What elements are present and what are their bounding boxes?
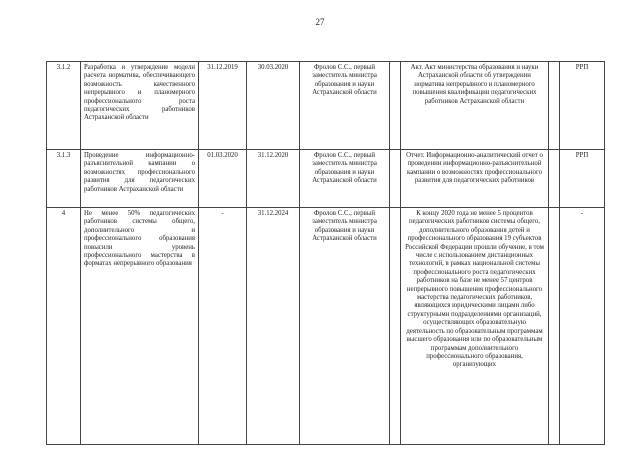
- plan-table: [46, 61, 605, 445]
- empty-cell: [390, 62, 401, 150]
- item-number: 3.1.3: [47, 150, 81, 208]
- start-date: -: [199, 208, 247, 445]
- table-row: [47, 150, 605, 208]
- page-number: 27: [315, 17, 325, 27]
- empty-cell: [549, 62, 560, 150]
- responsible: Фролов С.С., первый заместитель министра образования и науки Астраханской области: [300, 62, 390, 150]
- empty-cell: [549, 208, 560, 445]
- item-description: Разработка и утверждение модели расчета норматива, обеспечивающего возможность качественного непрерывного и планомерного профессионального роста педагогических работников Астраханской области: [81, 62, 199, 150]
- start-date: 31.12.2019: [199, 62, 247, 150]
- end-date: 31.12.2020: [247, 150, 300, 208]
- result: Акт. Акт министерства образования и науки Астраханской области об утверждении норматива непрерывного и планомерного повышения квалификации педагогических работников Астраханской области: [401, 62, 549, 150]
- end-date: 31.12.2024: [247, 208, 300, 445]
- table-row: [47, 62, 605, 150]
- start-date: 01.03.2020: [199, 150, 247, 208]
- responsible: Фролов С.С., первый заместитель министра образования и науки Астраханской области: [300, 208, 390, 445]
- item-number: 3.1.2: [47, 62, 81, 150]
- empty-cell: [390, 208, 401, 445]
- responsible: Фролов С.С., первый заместитель министра образования и науки Астраханской области: [300, 150, 390, 208]
- item-number: 4: [47, 208, 81, 445]
- level: РРП: [560, 62, 605, 150]
- empty-cell: [390, 150, 401, 208]
- level: РРП: [560, 150, 605, 208]
- result: Отчет. Информационно-аналитический отчет о проведении информационно-разъяснительной кампании о возможностях профессионального развития для педагогических работников: [401, 150, 549, 208]
- item-description: Не менее 50% педагогических работников системы общего, дополнительного и профессионального образования повысили уровень профессионального мастерства в форматах непрерывного образования: [81, 208, 199, 445]
- item-description: Проведение информационно-разъяснительной кампании о возможностях профессионального развития для педагогических работников Астраханской области: [81, 150, 199, 208]
- end-date: 30.03.2020: [247, 62, 300, 150]
- empty-cell: [549, 150, 560, 208]
- table-row: [47, 208, 605, 445]
- level: -: [560, 208, 605, 445]
- result: К концу 2020 года не менее 5 процентов педагогических работников системы общего, дополнительного образования детей и профессионального образования 19 субъектов Российской Федерации прошли обучение, в том числе с использованием дистанционных технологий, в рамках национальной системы профессионального роста педагогических работников на базе не менее 57 центров непрерывного повышения профессионального мастерства педагогических работников, являющихся юридическими лицами либо структурными подразделениями организаций, осуществляющих образовательную деятельность по образовательным программам высшего образования или по образовательным программам дополнительного профессионального образования, организующих: [401, 208, 549, 445]
